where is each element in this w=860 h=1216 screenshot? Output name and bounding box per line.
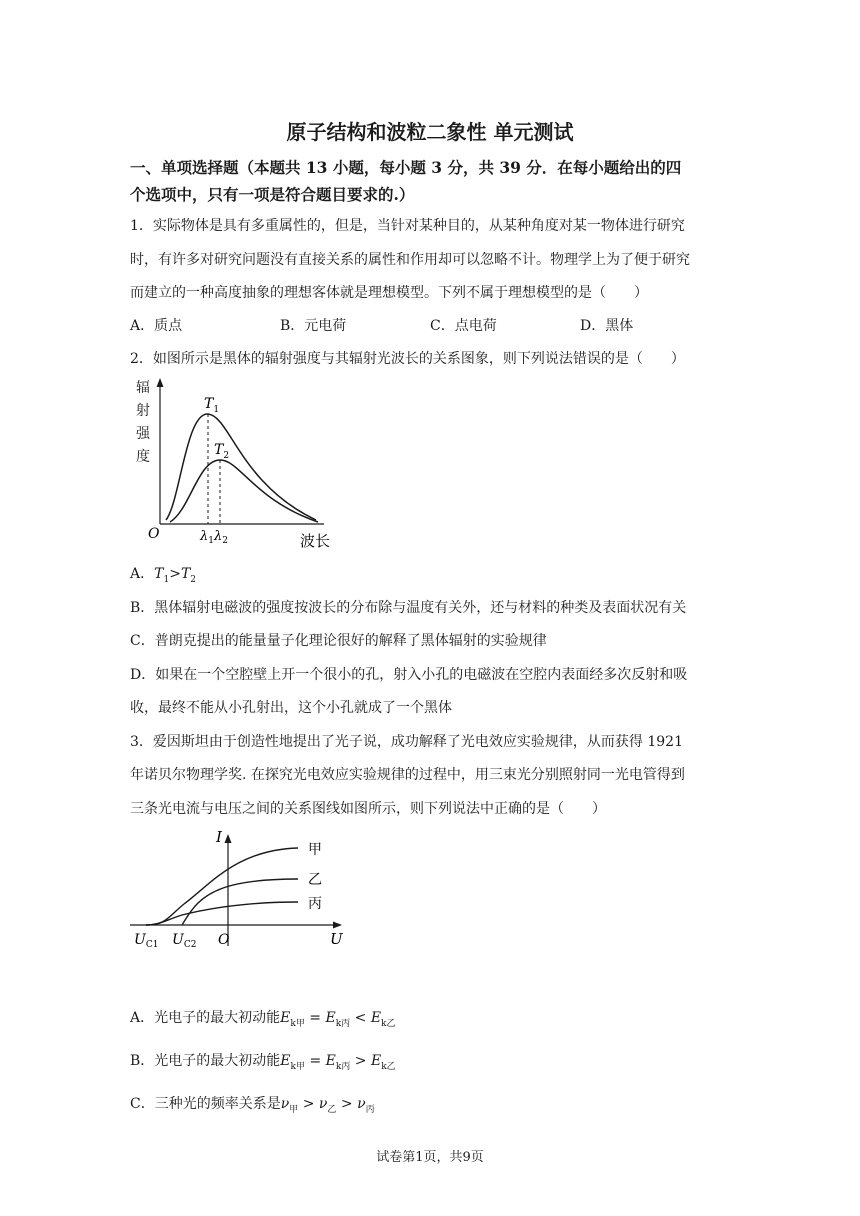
curve-t2-label: $T_2$ [214, 442, 230, 461]
q2-option-d-line-2: 收，最终不能从小孔射出，这个小孔就成了一个黑体 [130, 700, 452, 716]
q1-option-c: C．点电荷 [430, 318, 497, 334]
page-footer: 试卷第1页，共9页 [376, 1150, 484, 1165]
page-title: 原子结构和波粒二象性 单元测试 [286, 120, 574, 144]
curve-t2 [170, 460, 318, 522]
q3-stem-line-2: 年诺贝尔物理学奖. 在探究光电效应实验规律的过程中，用三束光分别照射同一光电管得到 [130, 767, 685, 783]
curve-bing-label: 丙 [308, 896, 322, 912]
blackbody-radiation-figure [128, 372, 350, 550]
uc2-label: $U_{C2}$ [172, 932, 197, 950]
q1-option-d: D．黑体 [580, 318, 634, 334]
q3-option-c: C．三种光的频率关系是$\nu_甲 > \nu_乙 > \nu_丙$ [130, 1096, 375, 1115]
photoelectric-iv-figure [126, 826, 358, 952]
lambda1-tick-label: $\lambda_1$ [200, 529, 214, 546]
q3-stem-line-1: 3．爱因斯坦由于创造性地提出了光子说，成功解释了光电效应实验规律，从而获得 1921 [130, 734, 683, 750]
q2-option-c: C．普朗克提出的能量量子化理论很好的解释了黑体辐射的实验规律 [130, 633, 547, 649]
y-axis-label: I [216, 828, 222, 846]
curve-t1 [166, 414, 316, 520]
q2-option-d-line-1: D．如果在一个空腔壁上开一个很小的孔，射入小孔的电磁波在空腔内表面经多次反射和吸 [130, 667, 688, 683]
q1-option-a: A．质点 [130, 318, 183, 334]
q1-stem-line-1: 1．实际物体是具有多重属性的，但是，当针对某种目的，从某种角度对某一物体进行研究 [130, 218, 685, 234]
x-axis-arrow [333, 922, 342, 929]
curve-jia [146, 848, 298, 925]
origin-label: O [218, 932, 230, 948]
y-axis-label-char: 强 [136, 426, 150, 442]
q2-option-b: B．黑体辐射电磁波的强度按波长的分布除与温度有关外，还与材料的种类及表面状况有关 [130, 600, 687, 616]
curve-jia-label: 甲 [308, 842, 322, 858]
y-axis-label-char: 度 [136, 449, 150, 465]
q3-option-a: A．光电子的最大初动能$E_{k甲} = E_{k丙} < E_{k乙}$ [130, 1010, 396, 1029]
section-heading-line-2: 个选项中，只有一项是符合题目要求的.） [130, 185, 415, 204]
curve-t1-label: $T_1$ [204, 396, 220, 415]
q3-option-b: B．光电子的最大初动能$E_{k甲} = E_{k丙} > E_{k乙}$ [130, 1053, 396, 1072]
section-heading-line-1: 一、单项选择题（本题共 13 小题，每小题 3 分，共 39 分．在每小题给出的四 [130, 158, 682, 177]
y-axis-label-char: 射 [136, 403, 150, 419]
origin-label: O [148, 526, 160, 542]
q1-option-b: B．元电荷 [280, 318, 347, 334]
q2-stem: 2．如图所示是黑体的辐射强度与其辐射光波长的关系图象，则下列说法错误的是（ ） [130, 351, 685, 367]
y-axis-arrow [157, 378, 164, 387]
y-axis-arrow [225, 834, 232, 843]
q3-stem-line-3: 三条光电流与电压之间的关系图线如图所示，则下列说法中正确的是（ ） [130, 801, 606, 817]
x-axis-label: U [330, 930, 343, 948]
q1-stem-line-3: 而建立的一种高度抽象的理想客体就是理想模型。下列不属于理想模型的是（ ） [130, 285, 648, 301]
q1-stem-line-2: 时，有许多对研究问题没有直接关系的属性和作用却可以忽略不计。物理学上为了便于研究 [130, 252, 690, 268]
q2-option-a: A．$T_1>T_2$ [130, 566, 197, 585]
x-axis-label: 波长 [300, 532, 331, 550]
y-axis-label-char: 辐 [136, 380, 150, 396]
uc1-label: $U_{C1}$ [134, 932, 159, 950]
curve-yi-label: 乙 [308, 872, 322, 888]
lambda2-tick-label: $\lambda_2$ [214, 529, 228, 546]
curve-bing [146, 902, 298, 925]
